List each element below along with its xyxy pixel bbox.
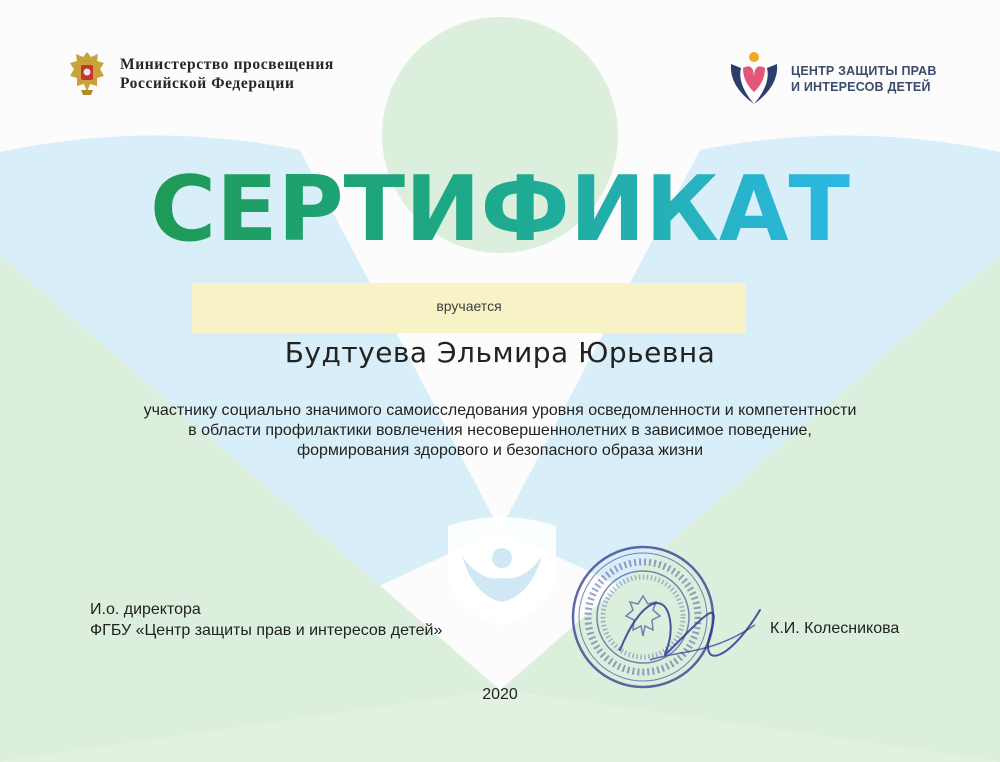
ministry-name: Министерство просвещения Российской Федерации xyxy=(120,56,334,92)
handwritten-signature-icon xyxy=(610,580,770,680)
heart-hands-logo-icon xyxy=(725,48,783,108)
certificate-title xyxy=(0,150,1000,265)
certificate-year: 2020 xyxy=(482,686,518,703)
awarded-label: вручается xyxy=(436,298,502,314)
signatory-name: К.И. Колесникова xyxy=(770,620,900,637)
svg-text:СЕРТИФИКАТ: СЕРТИФИКАТ xyxy=(150,157,850,262)
award-reason: участнику социально значимого самоисследования уровня осведомленности и компетентности в области профилактики вовлечения несовершеннолетних в зависимое поведение, формирования здорового и безопасного образа жизни xyxy=(143,402,857,459)
shield-person-watermark-icon xyxy=(440,512,564,628)
recipient-name: Будтуева Эльмира Юрьевна xyxy=(284,336,716,369)
signatory-position: И.о. директора ФГБУ «Центр защиты прав и интересов детей» xyxy=(90,601,443,639)
center-name: ЦЕНТР ЗАЩИТЫ ПРАВ И ИНТЕРЕСОВ ДЕТЕЙ xyxy=(791,64,937,94)
coat-of-arms-icon xyxy=(64,48,110,98)
